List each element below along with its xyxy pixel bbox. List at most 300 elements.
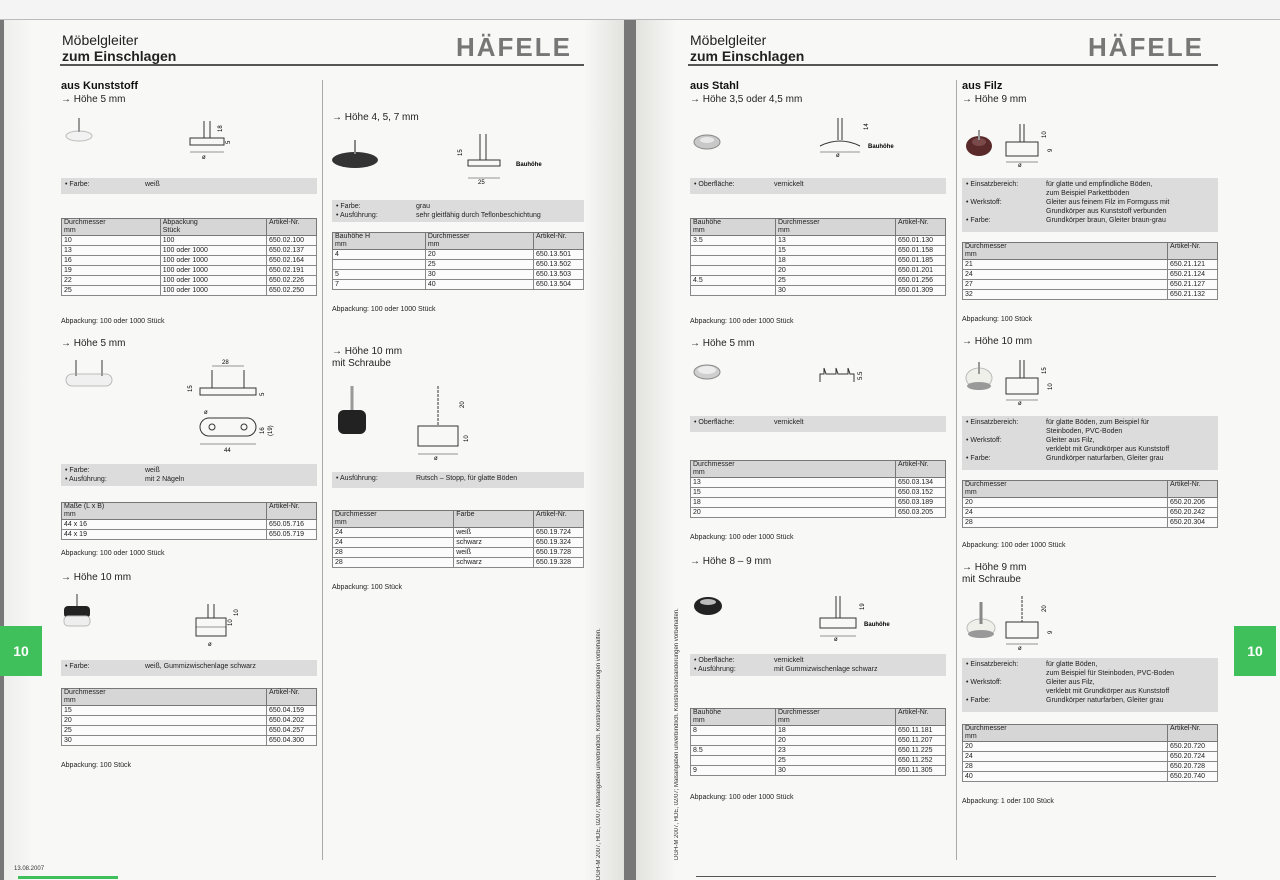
table-cell: 44 x 16: [62, 520, 267, 530]
header-title-line1: Möbelgleiter: [62, 32, 139, 48]
table-cell: 5: [333, 270, 426, 280]
table-row: [62, 256, 317, 266]
section-title-kunststoff: aus Kunststoff: [61, 80, 138, 92]
dim-h5b-spacing: 28: [222, 360, 229, 366]
prop-key: • Ausführung:: [694, 666, 736, 673]
table-row: [691, 726, 946, 736]
table-cell: 30: [425, 270, 533, 280]
dim-h5b-length: 44: [224, 448, 231, 454]
viewer-topbar: [0, 0, 1280, 20]
table-row: [691, 276, 946, 286]
table-cell: 650.20.206: [1168, 498, 1218, 508]
table-row: [963, 508, 1218, 518]
table-row: [963, 762, 1218, 772]
table-header-cell: Artikel-Nr.: [267, 503, 317, 520]
prop-key: • Werkstoff:: [966, 437, 1002, 444]
subtitle-s89: → Höhe 8 – 9 mm: [690, 556, 772, 567]
table-cell: 16: [62, 256, 161, 266]
section-title-filz: aus Filz: [962, 80, 1003, 92]
table-header-cell: Durchmesser mm: [963, 243, 1168, 260]
table-row: [963, 290, 1218, 300]
table-cell: 28: [963, 762, 1168, 772]
table-cell: 30: [776, 286, 896, 296]
drawing-s35: [816, 114, 906, 158]
table-cell: 20: [776, 266, 896, 276]
glider-teflon-image: [330, 138, 380, 178]
section-title-stahl: aus Stahl: [690, 80, 739, 92]
table-row: [691, 746, 946, 756]
subtitle-s5: → Höhe 5 mm: [690, 338, 755, 349]
table-h10s: [332, 510, 584, 568]
props-h10s: [332, 472, 584, 488]
table-header-cell: Artikel-Nr.: [267, 219, 317, 236]
subtitle-h457: → Höhe 4, 5, 7 mm: [332, 112, 419, 123]
table-row: [333, 538, 584, 548]
table-cell: 28: [333, 548, 454, 558]
table-cell: 650.02.250: [267, 286, 317, 296]
table-cell: 40: [963, 772, 1168, 782]
dim-f9-pin: 10: [1042, 131, 1048, 138]
dim-h5b-height: 5: [260, 392, 266, 396]
dim-f10-pin: 15: [1042, 367, 1048, 374]
table-row: [691, 256, 946, 266]
table-cell: 650.11.225: [896, 746, 946, 756]
table-row: [333, 250, 584, 260]
table-cell: 23: [776, 746, 896, 756]
table-row: [691, 498, 946, 508]
table-cell: 650.21.132: [1168, 290, 1218, 300]
table-header-cell: Durchmesser mm: [776, 709, 896, 726]
table-cell: 650.11.207: [896, 736, 946, 746]
dim-h10-dia: ø: [208, 642, 212, 648]
table-cell: 650.13.501: [534, 250, 584, 260]
table-cell: 650.05.716: [267, 520, 317, 530]
prop-value: Grundkörper braun, Gleiter braun-grau: [1046, 217, 1166, 224]
header-rule-right: [688, 64, 1218, 66]
dim-h5a-pin: 18: [218, 125, 224, 132]
table-cell: 24: [963, 508, 1168, 518]
drawing-f10: [1000, 356, 1060, 406]
table-row: [62, 726, 317, 736]
table-cell: 650.11.305: [896, 766, 946, 776]
glider-felt-natural-image: [964, 360, 994, 394]
table-header-row: [963, 725, 1218, 742]
prop-key: • Farbe:: [966, 217, 991, 224]
table-row: [963, 260, 1218, 270]
note-f9s: Abpackung: 1 oder 100 Stück: [962, 798, 1054, 805]
legal-note-left: DGH-M 2007, HDE, 02/07; Maßangaben unverbindlich. Konstruktionsänderungen vorbehalten.: [596, 628, 602, 880]
table-header-row: [62, 689, 317, 706]
table-cell: 27: [963, 280, 1168, 290]
table-cell: 650.13.504: [534, 280, 584, 290]
prop-value: vernickelt: [774, 657, 804, 664]
table-cell: [333, 260, 426, 270]
dim-h5b-width-alt: (19): [268, 425, 274, 436]
table-cell: 21: [963, 260, 1168, 270]
prop-value: Rutsch – Stopp, für glatte Böden: [416, 475, 518, 482]
table-header-row: [62, 503, 317, 520]
note-s35: Abpackung: 100 oder 1000 Stück: [690, 318, 794, 325]
table-cell: 650.02.164: [267, 256, 317, 266]
table-cell: 650.19.328: [534, 558, 584, 568]
dim-f9-height: 9: [1048, 148, 1054, 152]
drawing-h10: [190, 600, 240, 650]
dim-s5-height: 5.5: [858, 371, 864, 380]
table-cell: 650.02.100: [267, 236, 317, 246]
table-cell: 13: [776, 236, 896, 246]
drawing-s89: [814, 592, 904, 642]
prop-key: • Farbe:: [966, 455, 991, 462]
table-row: [333, 260, 584, 270]
props-f9: [962, 178, 1218, 232]
table-row: [62, 520, 317, 530]
column-divider: [322, 80, 323, 860]
note-f9: Abpackung: 100 Stück: [962, 316, 1033, 323]
legal-note-right: DGH-M 2007, HDE, 02/07; Maßangaben unverbindlich. Konstruktionsänderungen vorbehalten.: [674, 608, 680, 860]
table-header-cell: Artikel-Nr.: [896, 461, 946, 478]
glider-felt-screw-image: [964, 600, 998, 640]
table-row: [691, 246, 946, 256]
left-page: [4, 20, 624, 880]
table-cell: 650.01.201: [896, 266, 946, 276]
table-row: [333, 270, 584, 280]
glider-screw-image: [334, 384, 370, 444]
dim-h457-dia: 25: [478, 180, 485, 186]
table-cell: 24: [963, 752, 1168, 762]
glider-steel-image: [692, 128, 722, 152]
table-cell: 650.01.256: [896, 276, 946, 286]
table-cell: 24: [333, 538, 454, 548]
table-cell: 650.20.740: [1168, 772, 1218, 782]
table-cell: 13: [62, 246, 161, 256]
table-header-cell: Maße (L x B) mm: [62, 503, 267, 520]
prop-value: mit 2 Nägeln: [145, 476, 185, 483]
table-cell: 650.01.158: [896, 246, 946, 256]
table-cell: 8: [691, 726, 776, 736]
subtitle-h10s-line1: → Höhe 10 mm: [332, 346, 403, 357]
table-header-cell: Artikel-Nr.: [534, 511, 584, 528]
drawing-h457: [450, 130, 560, 188]
table-cell: 100 oder 1000: [160, 266, 266, 276]
dim-s89-pin: 19: [860, 603, 866, 610]
table-header-cell: Durchmesser mm: [333, 511, 454, 528]
table-cell: 15: [62, 706, 267, 716]
note-h10s: Abpackung: 100 Stück: [332, 584, 403, 591]
table-header-cell: Durchmesser mm: [963, 481, 1168, 498]
table-header-cell: Bauhöhe mm: [691, 709, 776, 726]
prop-key: • Oberfläche:: [694, 419, 735, 426]
label-bauhoehe-s35: Bauhöhe: [868, 144, 894, 150]
table-cell: 650.13.503: [534, 270, 584, 280]
props-s5: [690, 416, 946, 432]
prop-key: • Farbe:: [65, 663, 90, 670]
table-cell: 30: [776, 766, 896, 776]
table-cell: [691, 736, 776, 746]
table-cell: 40: [425, 280, 533, 290]
dim-f9s-height: 9: [1048, 630, 1054, 634]
table-cell: 650.05.719: [267, 530, 317, 540]
table-row: [963, 280, 1218, 290]
dim-f9s-screw: 20: [1042, 605, 1048, 612]
table-header-row: [62, 219, 317, 236]
prop-key: • Farbe:: [966, 697, 991, 704]
table-h5b: [61, 502, 317, 540]
table-cell: 650.20.242: [1168, 508, 1218, 518]
table-cell: 650.01.309: [896, 286, 946, 296]
table-cell: 20: [425, 250, 533, 260]
table-cell: 650.02.191: [267, 266, 317, 276]
prop-key: • Ausführung:: [336, 475, 378, 482]
prop-value: für glatte Böden, zum Beispiel für Steinboden, PVC-Boden: [1046, 419, 1150, 435]
table-cell: 650.11.181: [896, 726, 946, 736]
glider-felt-brown-image: [964, 128, 994, 162]
table-row: [333, 558, 584, 568]
table-header-cell: Durchmesser mm: [62, 219, 161, 236]
table-cell: 32: [963, 290, 1168, 300]
table-row: [62, 706, 317, 716]
table-cell: weiß: [454, 528, 534, 538]
table-cell: 650.02.226: [267, 276, 317, 286]
table-header-cell: Durchmesser mm: [776, 219, 896, 236]
table-row: [963, 270, 1218, 280]
green-marker-left: [18, 876, 118, 879]
table-cell: 650.13.502: [534, 260, 584, 270]
table-cell: 9: [691, 766, 776, 776]
table-cell: 25: [62, 726, 267, 736]
table-row: [691, 756, 946, 766]
subtitle-f9s-line2: mit Schraube: [962, 574, 1021, 585]
table-row: [333, 280, 584, 290]
prop-value: für glatte und empfindliche Böden, zum Beispiel Parkettböden: [1046, 181, 1153, 197]
prop-key: • Farbe:: [336, 203, 361, 210]
prop-key: • Oberfläche:: [694, 181, 735, 188]
dim-f10-dia: ø: [1018, 401, 1022, 406]
table-cell: 650.20.724: [1168, 752, 1218, 762]
dim-s35-pin: 14: [864, 123, 870, 130]
table-cell: 20: [691, 508, 896, 518]
note-h457: Abpackung: 100 oder 1000 Stück: [332, 306, 436, 313]
table-row: [963, 518, 1218, 528]
table-header-cell: Artikel-Nr.: [896, 709, 946, 726]
right-page: [636, 20, 1280, 880]
table-header-cell: Artikel-Nr.: [267, 689, 317, 706]
prop-value: vernickelt: [774, 181, 804, 188]
table-header-row: [963, 481, 1218, 498]
table-f10: [962, 480, 1218, 528]
table-row: [62, 236, 317, 246]
table-header-row: [963, 243, 1218, 260]
table-cell: 650.01.130: [896, 236, 946, 246]
table-header-cell: Artikel-Nr.: [896, 219, 946, 236]
note-h10: Abpackung: 100 Stück: [61, 762, 132, 769]
table-f9s: [962, 724, 1218, 782]
table-cell: 20: [963, 498, 1168, 508]
table-header-cell: Artikel-Nr.: [534, 233, 584, 250]
dim-s35-dia: ø: [836, 153, 840, 158]
subtitle-h10s: [332, 346, 402, 370]
table-cell: 18: [691, 498, 896, 508]
table-cell: 650.04.202: [267, 716, 317, 726]
prop-value: weiß: [145, 181, 160, 188]
table-row: [691, 508, 946, 518]
table-cell: 650.04.159: [267, 706, 317, 716]
page-header-title-right: [690, 32, 804, 64]
table-cell: 30: [62, 736, 267, 746]
subtitle-h5b: → Höhe 5 mm: [61, 338, 126, 349]
chapter-tab-right: 10: [1234, 626, 1276, 676]
table-cell: 25: [425, 260, 533, 270]
dim-s89-dia: ø: [834, 637, 838, 642]
dim-h10-height: 10: [228, 619, 234, 626]
table-cell: 15: [776, 246, 896, 256]
subtitle-f9: → Höhe 9 mm: [962, 94, 1027, 105]
dim-h5a-height: 5: [226, 140, 232, 144]
table-header-cell: Bauhöhe H mm: [333, 233, 426, 250]
table-cell: [691, 266, 776, 276]
props-h5a: [61, 178, 317, 194]
label-bauhoehe-h457: Bauhöhe: [516, 162, 542, 168]
table-cell: 650.20.304: [1168, 518, 1218, 528]
table-header-cell: Durchmesser mm: [425, 233, 533, 250]
prop-value: weiß, Gummizwischenlage schwarz: [145, 663, 256, 670]
table-row: [963, 498, 1218, 508]
table-row: [62, 716, 317, 726]
note-h5a: Abpackung: 100 oder 1000 Stück: [61, 318, 165, 325]
drawing-h10s: [408, 382, 478, 462]
table-cell: weiß: [454, 548, 534, 558]
footer-rule-right: [696, 876, 1216, 877]
table-row: [691, 488, 946, 498]
table-h10: [61, 688, 317, 746]
hafele-logo-right: HÄFELE: [1088, 32, 1204, 62]
props-f9s: [962, 658, 1218, 712]
table-header-row: [691, 709, 946, 726]
label-bauhoehe-s89: Bauhöhe: [864, 622, 890, 628]
prop-value: grau: [416, 203, 431, 210]
prop-value: Gleiter aus Filz, verklebt mit Grundkörper aus Kunststoff: [1046, 679, 1170, 695]
table-cell: 3.5: [691, 236, 776, 246]
subtitle-h5a: → Höhe 5 mm: [61, 94, 126, 105]
table-header-cell: Artikel-Nr.: [1168, 243, 1218, 260]
table-row: [691, 478, 946, 488]
props-h5b: [61, 464, 317, 486]
table-cell: 13: [691, 478, 896, 488]
table-cell: 4.5: [691, 276, 776, 286]
table-row: [691, 266, 946, 276]
note-f10: Abpackung: 100 oder 1000 Stück: [962, 542, 1066, 549]
note-s5: Abpackung: 100 oder 1000 Stück: [690, 534, 794, 541]
table-cell: 100 oder 1000: [160, 276, 266, 286]
header-title-line2: zum Einschlagen: [690, 48, 805, 64]
prop-key: • Ausführung:: [65, 476, 107, 483]
chapter-tab-left: 10: [0, 626, 42, 676]
prop-value: Grundkörper naturfarben, Gleiter grau: [1046, 697, 1164, 704]
table-header-cell: Farbe: [454, 511, 534, 528]
table-cell: 20: [62, 716, 267, 726]
table-header-cell: Bauhöhe mm: [691, 219, 776, 236]
table-cell: [691, 256, 776, 266]
table-row: [62, 266, 317, 276]
table-cell: 7: [333, 280, 426, 290]
note-s89: Abpackung: 100 oder 1000 Stück: [690, 794, 794, 801]
prop-value: sehr gleitfähig durch Teflonbeschichtung: [416, 212, 541, 219]
table-cell: 100 oder 1000: [160, 246, 266, 256]
table-s35: [690, 218, 946, 296]
table-cell: 100 oder 1000: [160, 256, 266, 266]
table-cell: 650.21.127: [1168, 280, 1218, 290]
table-h5a: [61, 218, 317, 296]
table-cell: 24: [963, 270, 1168, 280]
hafele-logo: HÄFELE: [456, 32, 572, 62]
table-cell: 650.19.324: [534, 538, 584, 548]
table-cell: [691, 756, 776, 766]
table-cell: 22: [62, 276, 161, 286]
table-header-cell: Artikel-Nr.: [1168, 725, 1218, 742]
prop-key: • Farbe:: [65, 181, 90, 188]
table-s89: [690, 708, 946, 776]
table-cell: 650.03.189: [896, 498, 946, 508]
table-cell: 28: [963, 518, 1168, 528]
table-header-cell: Durchmesser mm: [691, 461, 896, 478]
table-cell: 18: [776, 256, 896, 266]
subtitle-f9s-line1: → Höhe 9 mm: [962, 562, 1027, 573]
dim-h10s-screw: 20: [460, 401, 466, 408]
glider-white-image: [64, 116, 94, 146]
table-cell: 18: [776, 726, 896, 736]
catalog-spread: [0, 20, 1280, 880]
table-cell: 19: [62, 266, 161, 276]
table-cell: 650.03.152: [896, 488, 946, 498]
table-cell: [691, 286, 776, 296]
table-row: [333, 548, 584, 558]
table-header-row: [691, 219, 946, 236]
table-row: [963, 752, 1218, 762]
table-cell: 650.21.124: [1168, 270, 1218, 280]
prop-key: • Farbe:: [65, 467, 90, 474]
props-f10: [962, 416, 1218, 470]
table-cell: 100: [160, 236, 266, 246]
table-row: [62, 530, 317, 540]
subtitle-f9s: [962, 562, 1026, 586]
table-cell: 650.20.728: [1168, 762, 1218, 772]
dim-f10-height: 10: [1048, 383, 1054, 390]
drawing-f9: [1000, 120, 1060, 168]
table-header-row: [333, 233, 584, 250]
prop-value: Gleiter aus feinem Filz im Formguss mit Grundkörper aus Kunststoff verbunden: [1046, 199, 1170, 215]
dim-h5b-pin: 15: [188, 385, 194, 392]
props-h10: [61, 660, 317, 676]
table-f9: [962, 242, 1218, 300]
table-cell: 650.03.205: [896, 508, 946, 518]
drawing-h5b: [164, 354, 284, 454]
dim-h10s-height: 10: [464, 435, 470, 442]
table-cell: 650.03.134: [896, 478, 946, 488]
dim-f9s-dia: ø: [1018, 646, 1022, 652]
table-row: [691, 236, 946, 246]
column-divider-right: [956, 80, 957, 860]
table-header-cell: Durchmesser mm: [62, 689, 267, 706]
table-cell: 100 oder 1000: [160, 286, 266, 296]
prop-key: • Ausführung:: [336, 212, 378, 219]
table-cell: 20: [963, 742, 1168, 752]
subtitle-h10: → Höhe 10 mm: [61, 572, 132, 583]
prop-value: weiß: [145, 467, 160, 474]
table-row: [62, 736, 317, 746]
drawing-s5: [816, 364, 866, 390]
table-cell: 650.21.121: [1168, 260, 1218, 270]
dim-h5a-dia: ø: [202, 155, 206, 161]
subtitle-s35: → Höhe 3,5 oder 4,5 mm: [690, 94, 803, 105]
